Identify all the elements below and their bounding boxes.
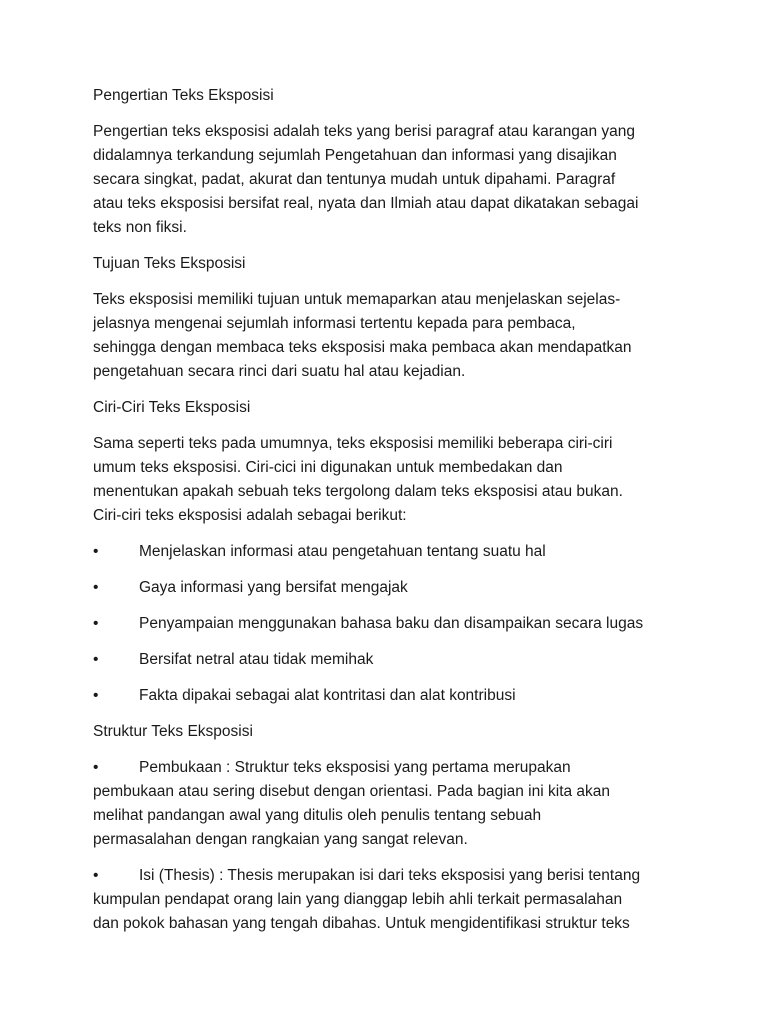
text-line: teks non fiksi. — [93, 219, 187, 236]
list-item — [93, 576, 683, 600]
text-line: umum teks eksposisi. Ciri-cici ini digunakan untuk membedakan dan — [93, 459, 563, 476]
structure-item-pembukaan — [93, 756, 683, 852]
text-line: Pengertian teks eksposisi adalah teks yang berisi paragraf atau karangan yang — [93, 123, 635, 140]
bullet-icon: • — [93, 615, 99, 632]
bullet-icon: • — [93, 759, 99, 776]
text-line — [93, 864, 683, 888]
text-line: kumpulan pendapat orang lain yang dianggap lebih ahli terkait permasalahan — [93, 891, 623, 908]
bullet-icon: • — [93, 651, 99, 668]
list-item-text: Penyampaian menggunakan bahasa baku dan disampaikan secara lugas — [139, 615, 644, 632]
structure-item-text: Isi (Thesis) : Thesis merupakan isi dari teks eksposisi yang berisi tentang — [139, 867, 641, 884]
text-line: permasalahan dengan rangkaian yang sangat relevan. — [93, 831, 468, 848]
list-item-text: Menjelaskan informasi atau pengetahuan tentang suatu hal — [139, 543, 546, 560]
text-line — [93, 756, 683, 780]
bullet-icon: • — [93, 687, 99, 704]
text-line: dan pokok bahasan yang tengah dibahas. Untuk mengidentifikasi struktur teks — [93, 915, 630, 932]
list-item-text: Gaya informasi yang bersifat mengajak — [139, 579, 408, 596]
bullet-icon: • — [93, 867, 99, 884]
list-item — [93, 648, 683, 672]
document-page — [93, 84, 683, 948]
list-item — [93, 540, 683, 564]
list-item-text: Fakta dipakai sebagai alat kontritasi dan alat kontribusi — [139, 687, 516, 704]
section-heading-tujuan: Tujuan Teks Eksposisi — [93, 255, 246, 272]
paragraph-ciri-ciri — [93, 432, 683, 528]
text-line: atau teks eksposisi bersifat real, nyata dan Ilmiah atau dapat dikatakan sebagai — [93, 195, 639, 212]
text-line: sehingga dengan membaca teks eksposisi maka pembaca akan mendapatkan — [93, 339, 632, 356]
list-item — [93, 612, 683, 636]
paragraph-tujuan — [93, 288, 683, 384]
text-line: pembukaan atau sering disebut dengan orientasi. Pada bagian ini kita akan — [93, 783, 611, 800]
section-heading-ciri-ciri: Ciri-Ciri Teks Eksposisi — [93, 399, 251, 416]
text-line: secara singkat, padat, akurat dan tentunya mudah untuk dipahami. Paragraf — [93, 171, 616, 188]
text-line: menentukan apakah sebuah teks tergolong dalam teks eksposisi atau bukan. — [93, 483, 623, 500]
bullet-icon: • — [93, 543, 99, 560]
text-line: jelasnya mengenai sejumlah informasi tertentu kepada para pembaca, — [93, 315, 576, 332]
list-item — [93, 684, 683, 708]
text-line: pengetahuan secara rinci dari suatu hal atau kejadian. — [93, 363, 466, 380]
bullet-icon: • — [93, 579, 99, 596]
text-line: Teks eksposisi memiliki tujuan untuk memaparkan atau menjelaskan sejelas- — [93, 291, 621, 308]
text-line: Ciri-ciri teks eksposisi adalah sebagai berikut: — [93, 507, 407, 524]
structure-item-isi — [93, 864, 683, 936]
structure-item-text: Pembukaan : Struktur teks eksposisi yang pertama merupakan — [139, 759, 571, 776]
section-heading-pengertian: Pengertian Teks Eksposisi — [93, 87, 274, 104]
text-line: Sama seperti teks pada umumnya, teks eksposisi memiliki beberapa ciri-ciri — [93, 435, 613, 452]
list-item-text: Bersifat netral atau tidak memihak — [139, 651, 374, 668]
section-heading-struktur: Struktur Teks Eksposisi — [93, 723, 253, 740]
text-line: didalamnya terkandung sejumlah Pengetahuan dan informasi yang disajikan — [93, 147, 617, 164]
text-line: melihat pandangan awal yang ditulis oleh penulis tentang sebuah — [93, 807, 542, 824]
paragraph-pengertian — [93, 120, 683, 240]
